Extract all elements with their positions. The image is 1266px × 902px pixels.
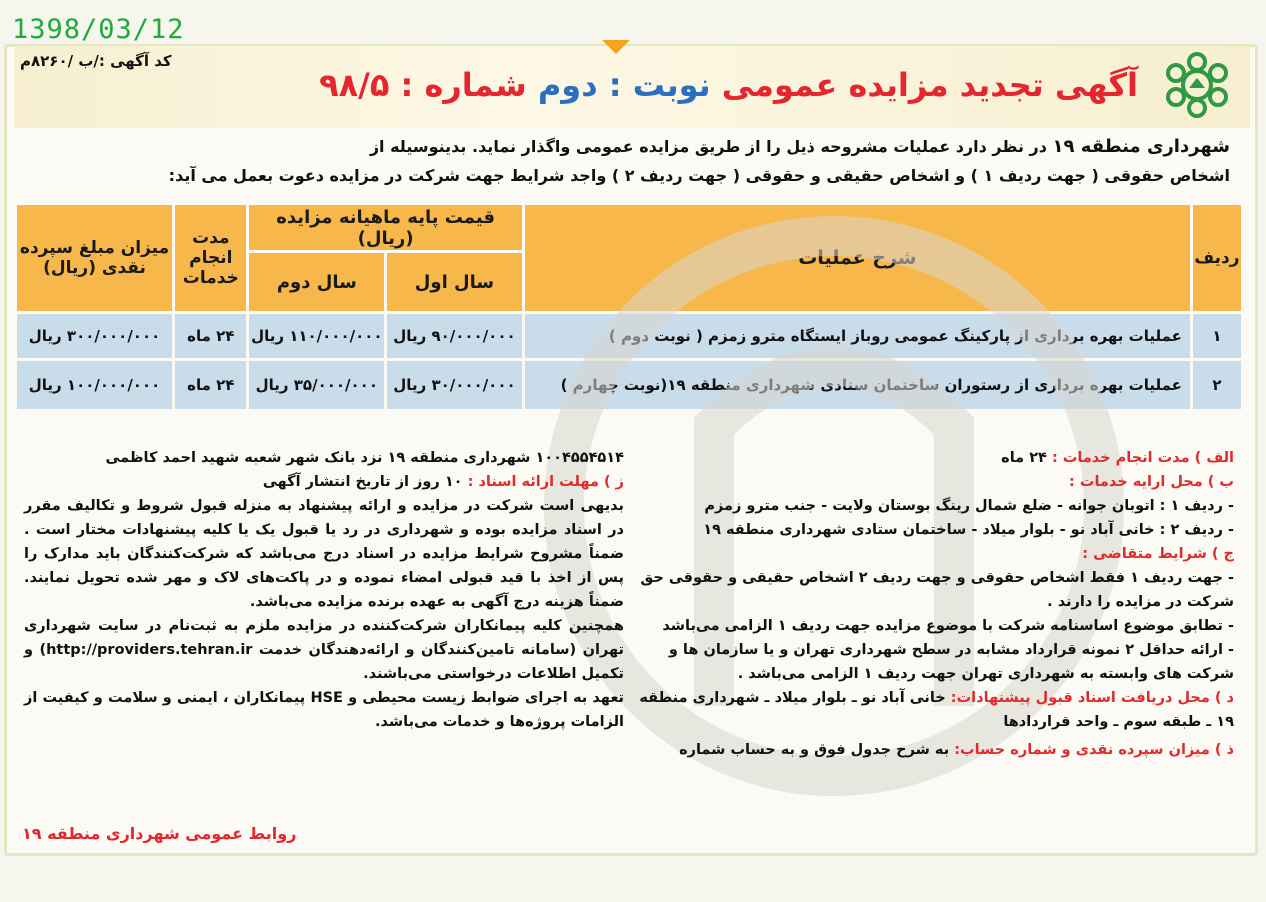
intro-line2: اشخاص حقوقی ( جهت ردیف ۱ ) و اشخاص حقیقی و حقوقی ( جهت ردیف ۲ ) واجد شرایط جهت شرکت در مزایده دعوت بعمل می آید: <box>168 166 1230 185</box>
terms-paragraph-1: بدیهی است شرکت در مزایده و ارائه پیشنهاد به منزله قبول شروط و تکالیف مقرر در اسناد مزایده بوده و شهرداری در رد یا قبول یک یا کلیه پیشنهادات مختار است . ضمناً مشروح شرایط مزایده در اسناد درج می‌باشد که شرکت‌کنندگان باید مدارک را پس از اخذ با قید قبولی امضاء نموده و در پاکت‌های لاک و مهر شده تحویل نمایند. ضمناً هزینه درج آگهی به عهده برنده مزایده می‌باشد. <box>24 498 624 610</box>
intro-line1: در نظر دارد عملیات مشروحه ذیل را از طریق مزایده عمومی واگذار نماید. بدینوسیله از <box>369 137 1047 156</box>
cell-year2: ۱۱۰/۰۰۰/۰۰۰ ریال <box>249 314 384 358</box>
section-b-row1: - ردیف ۱ : اتوبان جوانه - ضلع شمال رینگ بوستان ولایت - جنب مترو زمزم <box>704 498 1234 514</box>
public-relations-credit: روابط عمومی شهرداری منطقه ۱۹ <box>22 824 297 843</box>
cell-year1: ۹۰/۰۰۰/۰۰۰ ریال <box>387 314 522 358</box>
terms-paragraph-2 <box>24 614 624 686</box>
th-duration: مدت انجام خدمات <box>175 205 246 311</box>
section-a-label: الف ) مدت انجام خدمات : <box>1051 450 1234 466</box>
header-band <box>14 46 1250 128</box>
operations-table <box>14 202 1244 412</box>
tehran-municipality-logo-icon <box>1156 52 1238 118</box>
section-c-label: ج ) شرایط متقاضی : <box>1082 546 1234 562</box>
cell-year1: ۳۰/۰۰۰/۰۰۰ ریال <box>387 361 522 409</box>
section-b-row2: - ردیف ۲ : خانی آباد نو - بلوار میلاد - ساختمان ستادی شهرداری منطقه ۱۹ <box>703 522 1234 538</box>
section-b-label: ب ) محل ارایه خدمات : <box>1069 474 1234 490</box>
table-row <box>17 314 1241 358</box>
cell-row-no: ۲ <box>1193 361 1241 409</box>
conditions-right-column <box>634 446 1234 762</box>
cell-row-no: ۱ <box>1193 314 1241 358</box>
ad-title <box>319 66 1138 104</box>
cell-description: عملیات بهره برداری از رستوران ساختمان ستادی شهرداری منطقه ۱۹(نوبت چهارم ) <box>525 361 1190 409</box>
title-round: نوبت : دوم <box>537 66 711 104</box>
th-year1: سال اول <box>387 253 522 311</box>
section-d-value: خانی آباد نو ـ بلوار میلاد ـ شهرداری منطقه ۱۹ ـ طبقه سوم ـ واحد قراردادها <box>639 690 1234 730</box>
section-e-label: ذ ) میزان سپرده نقدی و شماره حساب: <box>954 742 1234 758</box>
terms-paragraph-3: تعهد به اجرای ضوابط زیست محیطی و HSE پیمانکاران ، ایمنی و سلامت و کیفیت از الزامات پروژه‌ها و خدمات می‌باشد. <box>24 690 624 730</box>
org-name: شهرداری منطقه ۱۹ <box>1052 136 1230 157</box>
th-row-no: ردیف <box>1193 205 1241 311</box>
cell-deposit: ۳۰۰/۰۰۰/۰۰۰ ریال <box>17 314 172 358</box>
th-year2: سال دوم <box>249 253 384 311</box>
conditions-left-column <box>24 446 624 734</box>
top-marker <box>602 40 630 54</box>
th-deposit: میزان مبلغ سپرده نقدی (ریال) <box>17 205 172 311</box>
cell-deposit: ۱۰۰/۰۰۰/۰۰۰ ریال <box>17 361 172 409</box>
table-row <box>17 361 1241 409</box>
section-z-value: ۱۰ روز از تاریخ انتشار آگهی <box>262 474 463 490</box>
publication-date: 1398/03/12 <box>12 14 185 45</box>
terms-p2-before: همچنین کلیه پیمانکاران شرکت‌کننده در مزایده ملزم به ثبت‌نام در سایت شهرداری تهران (سامانه تامین‌کنندگان و ارائه‌دهندگان خدمت <box>24 618 624 658</box>
section-c-item3: - ارائه حداقل ۲ نمونه قرارداد مشابه در سطح شهرداری تهران و یا سازمان ها و شرکت های وابسته به شهرداری تهران جهت ردیف ۱ الزامی می‌باشد . <box>668 642 1234 682</box>
section-c-item2: - تطابق موضوع اساسنامه شرکت با موضوع مزایده جهت ردیف ۱ الزامی می‌باشد <box>662 618 1234 634</box>
th-base-price: قیمت پایه ماهیانه مزایده (ریال) <box>249 205 521 250</box>
title-main: آگهی تجدید مزایده عمومی <box>721 66 1138 104</box>
title-number: شماره : ۹۸/۵ <box>319 66 527 104</box>
section-z-label: ز ) مهلت ارائه اسناد : <box>467 474 624 490</box>
account-line: ۱۰۰۴۵۵۴۵۱۴ شهرداری منطقه ۱۹ نزد بانک شهر شعبه شهید احمد کاظمی <box>105 450 624 466</box>
providers-link[interactable]: http://providers.tehran.ir <box>46 642 253 658</box>
terms-p2-after: ) و تکمیل اطلاعات درخواستی می‌باشند. <box>24 642 624 682</box>
cell-duration: ۲۴ ماه <box>175 361 246 409</box>
ad-code: کد آگهی :/ب /۸۲۶۰م <box>20 52 172 70</box>
th-description: شرح عملیات <box>525 205 1190 311</box>
section-d-label: د ) محل دریافت اسناد قبول پیشنهادات: <box>950 690 1234 706</box>
cell-duration: ۲۴ ماه <box>175 314 246 358</box>
cell-year2: ۳۵/۰۰۰/۰۰۰ ریال <box>249 361 384 409</box>
section-e-value: به شرح جدول فوق و به حساب شماره <box>679 742 950 758</box>
intro-paragraph <box>50 132 1230 190</box>
cell-description: عملیات بهره برداری از پارکینگ عمومی روباز ایستگاه مترو زمزم ( نوبت دوم ) <box>525 314 1190 358</box>
ad-content <box>14 46 1250 850</box>
section-a-value: ۲۴ ماه <box>1001 450 1047 466</box>
section-c-item1: - جهت ردیف ۱ فقط اشخاص حقوقی و جهت ردیف ۲ اشخاص حقیقی و حقوقی حق شرکت در مزایده را دارند . <box>640 570 1234 610</box>
